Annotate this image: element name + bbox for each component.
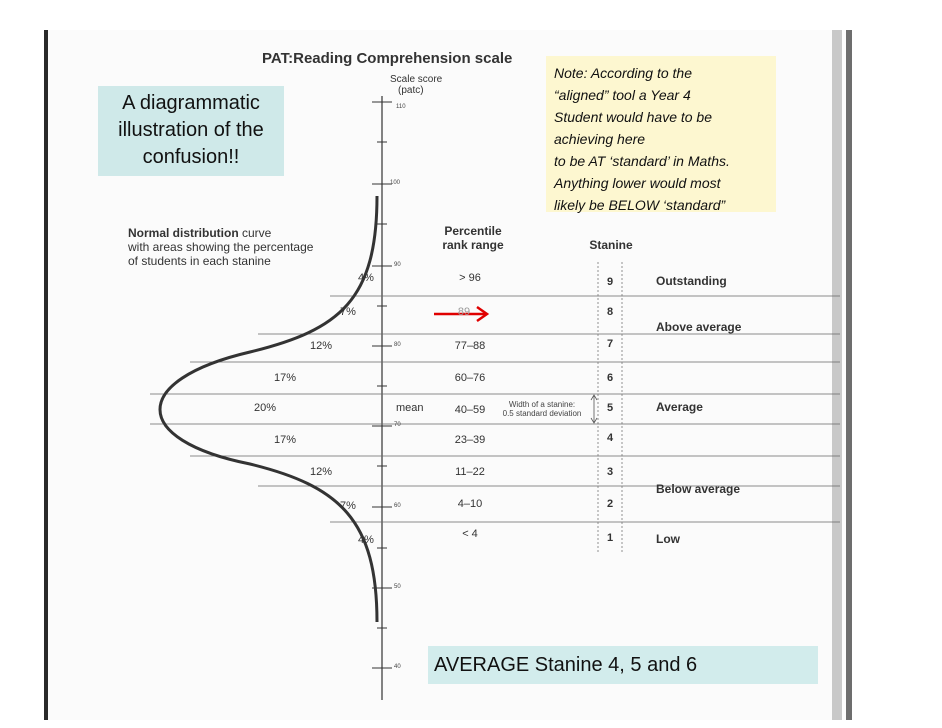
range-stanine-4: 23–39: [454, 434, 486, 446]
desc-average: Average: [656, 400, 703, 414]
desc-below-average: Below average: [656, 482, 741, 496]
chart-title: PAT:Reading Comprehension scale: [262, 50, 513, 67]
tick-80: 80: [394, 342, 401, 348]
pct-stanine-8: 7%: [340, 306, 356, 318]
range-stanine-6: 60–76: [454, 372, 486, 384]
pct-stanine-6: 17%: [274, 372, 297, 384]
average-summary: AVERAGE Stanine 4, 5 and 6: [428, 646, 818, 684]
tick-40: 40: [394, 664, 401, 670]
pct-stanine-1: 4%: [358, 534, 374, 546]
confusion-callout: A diagrammatic illustration of the confusion!!: [98, 86, 284, 176]
desc-above-average: Above average: [656, 320, 742, 334]
tick-90: 90: [394, 262, 401, 268]
stanine-2: 2: [606, 498, 614, 510]
range-stanine-3: 11–22: [455, 466, 485, 478]
stanine-3: 3: [606, 466, 614, 478]
stanine-header: Stanine: [589, 238, 633, 252]
pct-stanine-9: 4%: [358, 272, 374, 284]
desc-low: Low: [656, 532, 680, 546]
stanine-5: 5: [606, 402, 614, 414]
tick-50: 50: [394, 584, 401, 590]
range-stanine-8: 89: [457, 306, 471, 318]
tick-110: 110: [396, 104, 406, 110]
tick-100: 100: [390, 180, 401, 186]
stanine-9: 9: [606, 276, 614, 288]
stanine-7: 7: [606, 338, 614, 350]
pct-stanine-3: 12%: [310, 466, 333, 478]
note-box: Note: According to the “aligned” tool a Year 4 Student would have to be achieving here to be AT ‘standard’ in Maths. Anything lower would most likely be BELOW ‘standard”: [546, 56, 776, 212]
pct-stanine-4: 17%: [274, 434, 297, 446]
scale-score-header: Scale score (patc): [390, 74, 443, 96]
pct-stanine-7: 12%: [310, 340, 333, 352]
stanine-4: 4: [606, 432, 614, 444]
stanine-width-note: Width of a stanine: 0.5 standard deviation: [502, 400, 582, 418]
tick-70: 70: [394, 422, 401, 428]
range-stanine-1: < 4: [462, 528, 478, 540]
pct-stanine-2: 7%: [340, 500, 356, 512]
range-stanine-2: 4–10: [457, 498, 483, 510]
percentile-header: Percentile rank range: [442, 224, 504, 252]
stanine-1: 1: [606, 532, 614, 544]
stanine-6: 6: [606, 372, 614, 384]
range-stanine-5: 40–59: [454, 404, 486, 416]
curve-description: Normal distribution curve with areas showing the percentage of students in each stanine: [128, 226, 314, 268]
tick-60: 60: [394, 503, 401, 509]
desc-outstanding: Outstanding: [656, 274, 727, 288]
range-stanine-9: > 96: [459, 272, 481, 284]
range-stanine-7: 77–88: [454, 340, 486, 352]
pct-stanine-5: 20%: [254, 402, 277, 414]
mean-label: mean: [396, 402, 424, 414]
stanine-8: 8: [606, 306, 614, 318]
